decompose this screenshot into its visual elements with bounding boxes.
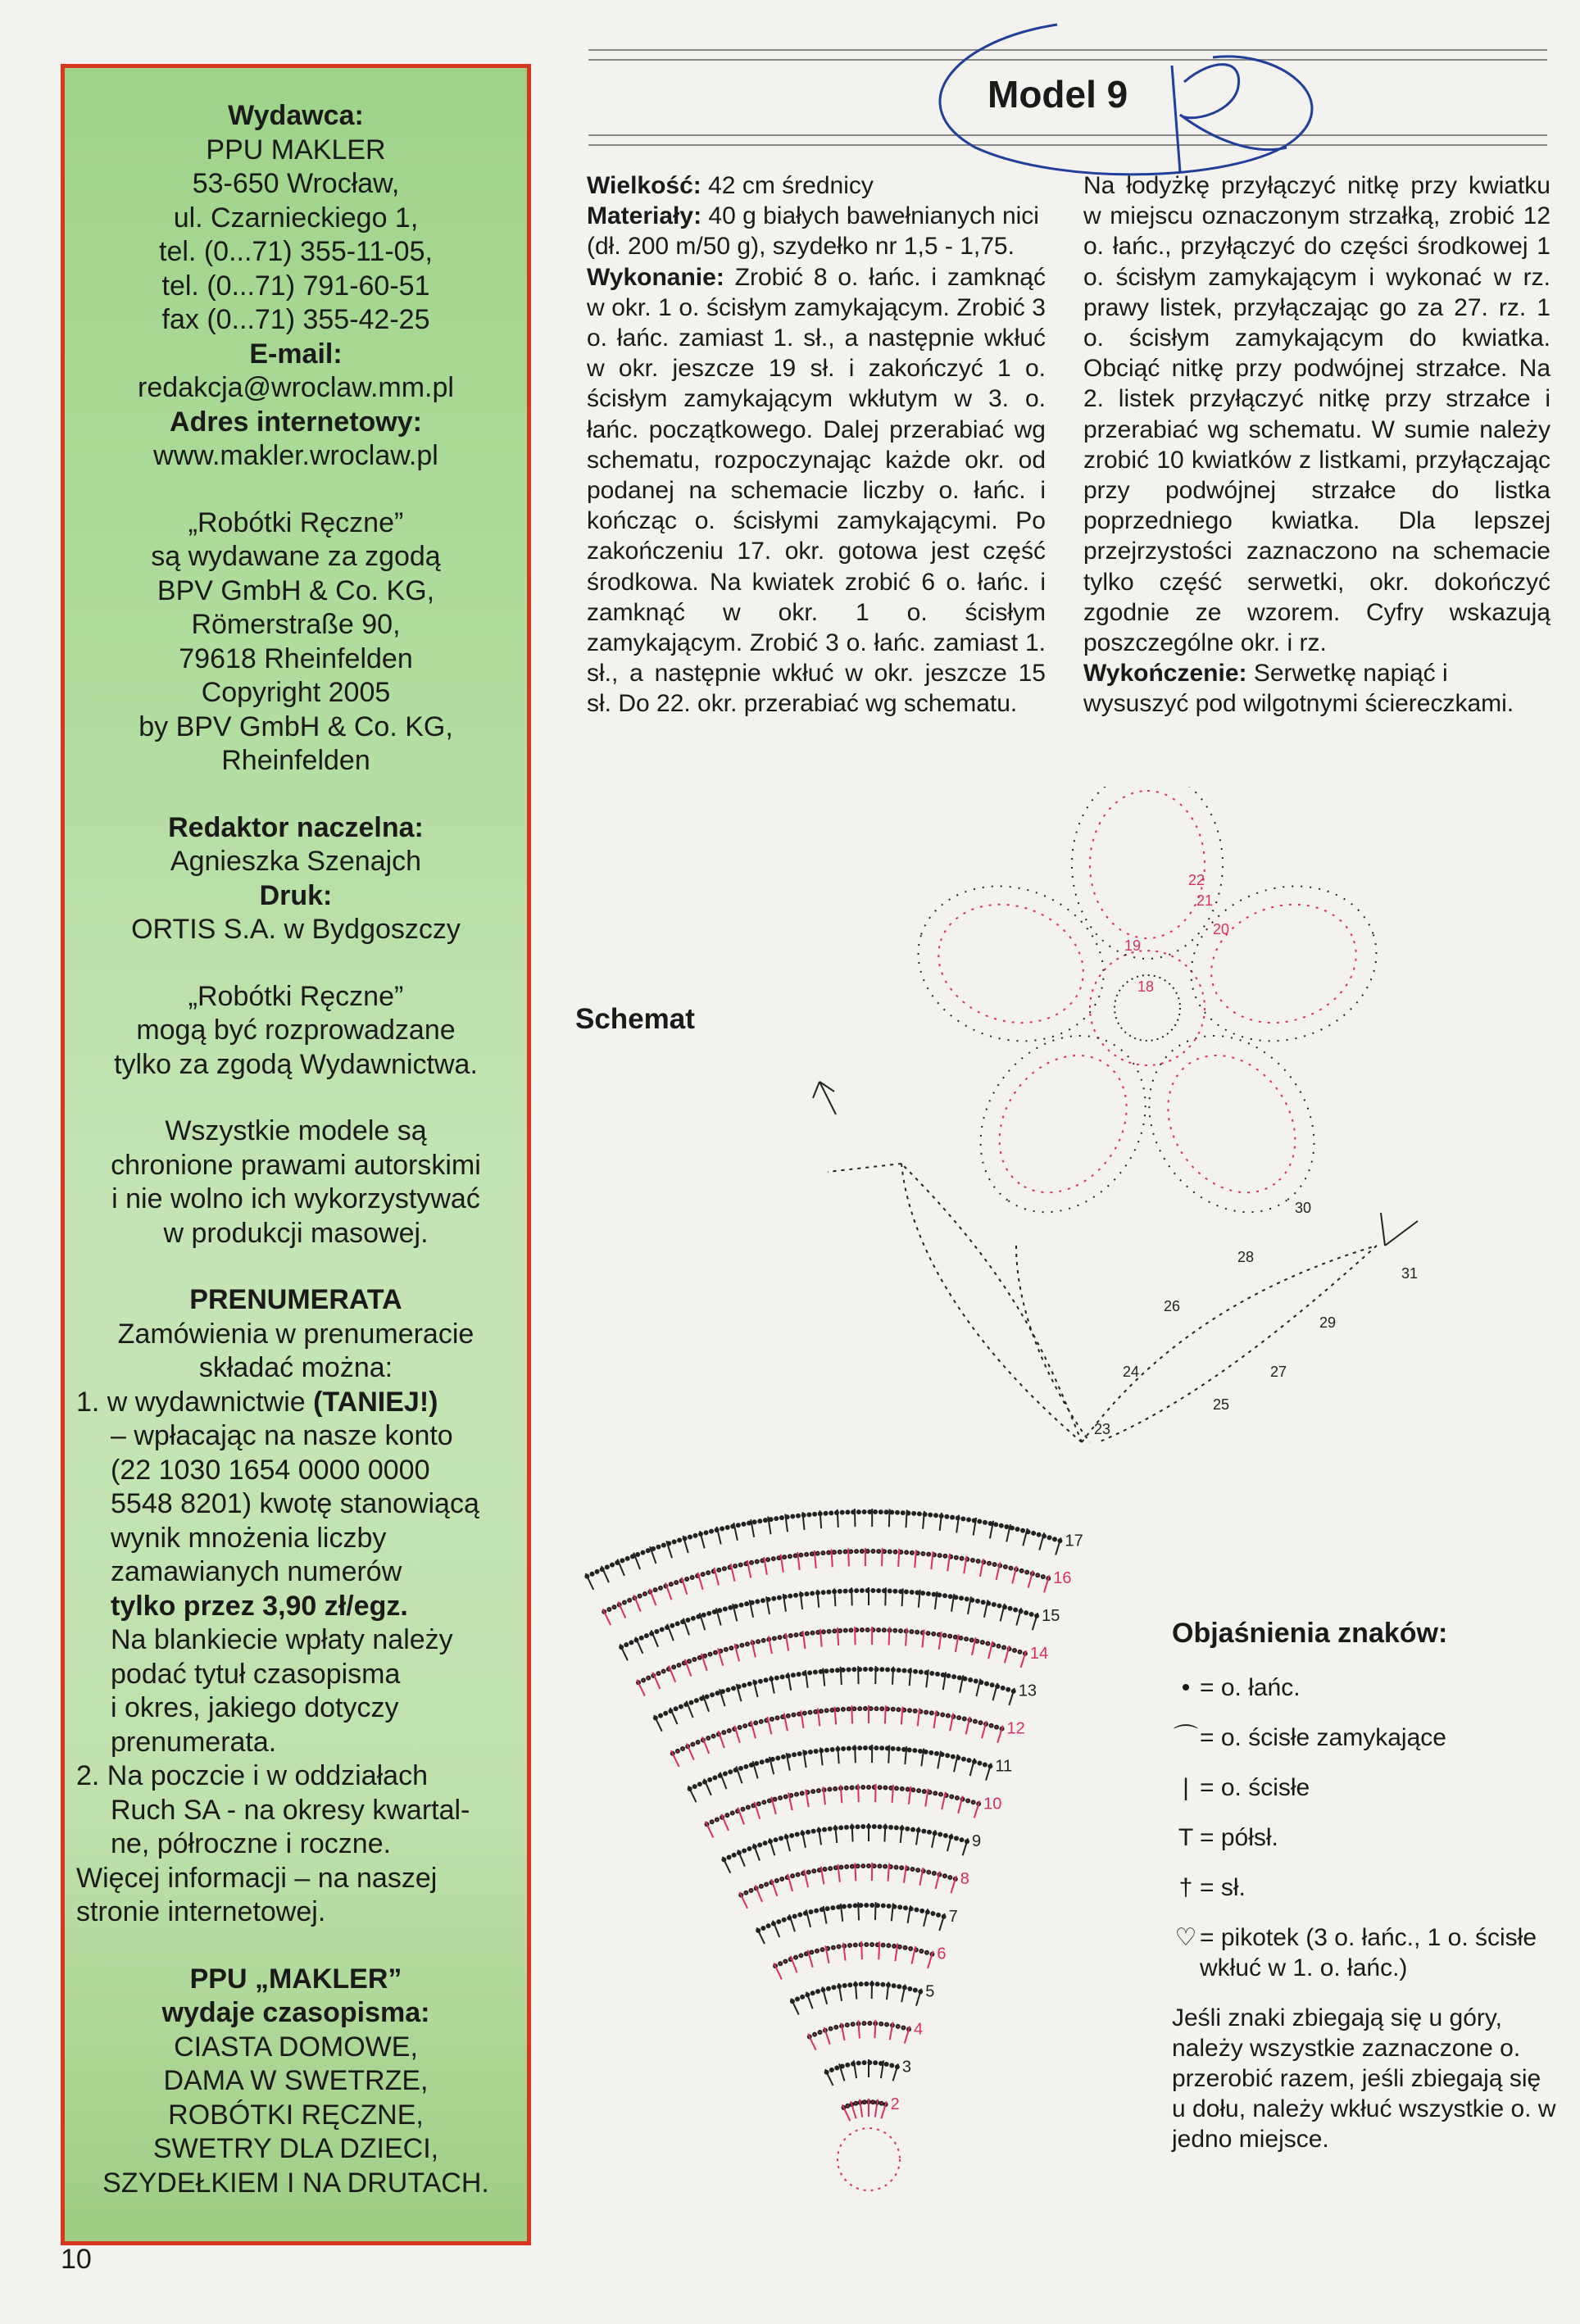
row-number-label: 13 bbox=[1018, 1682, 1037, 1700]
size-paragraph: Wielkość: 42 cm średnicy bbox=[587, 172, 874, 199]
subscription-options bbox=[76, 1386, 515, 1930]
subscription-intro: Zamówienia w prenumeracie bbox=[117, 1318, 474, 1350]
email-address: redakcja@wroclaw.mm.pl bbox=[138, 372, 454, 403]
row-number-label: 29 bbox=[1319, 1314, 1337, 1331]
subscription-heading: PRENUMERATA bbox=[189, 1284, 402, 1315]
stem-leaves-section bbox=[813, 1082, 1418, 1442]
legend-item: † = sł. bbox=[1172, 1872, 1557, 1903]
legend-item: | = o. ścisłe bbox=[1172, 1773, 1557, 1803]
subscription-text: podać tytuł czasopisma bbox=[111, 1658, 401, 1690]
license-line: Copyright 2005 bbox=[201, 677, 391, 708]
flower-section bbox=[898, 787, 1396, 1245]
row-number-label: 9 bbox=[971, 1832, 982, 1851]
row-number-label: 28 bbox=[1237, 1249, 1255, 1265]
row-number-label: 21 bbox=[1196, 892, 1214, 909]
license-line: BPV GmbH & Co. KG, bbox=[157, 574, 435, 606]
row-number-label: 8 bbox=[960, 1869, 969, 1888]
legend-note: Jeśli znaki zbiegają się u góry, należy wszystkie zaznaczone o. przerobić razem, jeśli zbiegają się u dołu, należy wkłuć wszystkie o. w jedno miejsce. bbox=[1172, 2004, 1556, 2153]
legend-title: Objaśnienia znaków: bbox=[1172, 1618, 1448, 1649]
materials-paragraph: Materiały: 40 g białych bawełnianych nici (dł. 200 m/50 g), szydełko nr 1,5 - 1,75. bbox=[587, 202, 1039, 261]
subscription-text: wynik mnożenia liczby bbox=[111, 1522, 387, 1554]
subscription-option-2: 2. Na poczcie i w oddziałach bbox=[76, 1760, 429, 1791]
license-line: Rheinfelden bbox=[221, 745, 370, 776]
subscription-text: zamawianych numerów bbox=[111, 1556, 402, 1587]
legend-item: ♡ = pikotek (3 o. łańc., 1 o. ścisłe wkłuć w 1. o. łańc.) bbox=[1172, 1922, 1557, 1983]
row-number-label: 4 bbox=[914, 2020, 924, 2039]
instructions-column-2 bbox=[1083, 170, 1550, 719]
copyright-line: w produkcji masowej. bbox=[163, 1217, 429, 1249]
more-info: stronie internetowej. bbox=[76, 1896, 326, 1927]
magazine-title: SZYDEŁKIEM I NA DRUTACH. bbox=[102, 2167, 489, 2199]
row-number-label: 19 bbox=[1124, 937, 1142, 954]
execution-paragraph: Wykonanie: Zrobić 8 o. łańc. i zamknąć w okr. 1 o. ścisłym zamykającym. Zrobić 3 o. łańc. zamiast 1. sł., a następnie wkłuć w okr. jeszcze 19 sł. i zakończyć 1 o. ścisłym zamykającym wkłutym w 3. o. łańc. początkowego. Dalej przerabiać wg schematu, rozpoczynając każde okr. od podanej na schemacie liczby o. łańc. i kończąc o. ścisłymi zamykającymi. Po zakończeniu 17. okr. gotowa jest część środkowa. Na kwiatek zrobić 6 o. łańc. i zamknąć w okr. 1 o. ścisłym zamykającym. Zrobić 3 o. łańc. zamiast 1. sł., a następnie wkłuć w okr. jeszcze 15 sł. Do 22. okr. przerabiać wg schematu. bbox=[587, 263, 1046, 718]
subscription-text: Ruch SA - na okresy kwartal- bbox=[111, 1794, 470, 1826]
instructions-column-1 bbox=[587, 170, 1046, 719]
row-number-label: 27 bbox=[1270, 1364, 1287, 1380]
legend-item: T = półsł. bbox=[1172, 1822, 1557, 1853]
half-double-crochet-icon: T bbox=[1178, 1824, 1194, 1851]
picot-icon: ♡ bbox=[1174, 1924, 1197, 1951]
row-number-label: 22 bbox=[1188, 872, 1205, 888]
row-number-label: 5 bbox=[925, 1982, 935, 2001]
editor-heading: Redaktor naczelna: bbox=[168, 811, 424, 843]
email-heading: E-mail: bbox=[249, 338, 343, 370]
row-number-label: 17 bbox=[1065, 1532, 1083, 1550]
finish-paragraph: Wykończenie: Serwetkę napiąć i wysuszyć pod wilgotnymi ściereczkami. bbox=[1083, 660, 1514, 718]
publisher-heading: Wydawca: bbox=[228, 100, 364, 131]
subscription-intro: składać można: bbox=[198, 1352, 393, 1383]
row-number-label: 14 bbox=[1029, 1644, 1049, 1663]
magazines-heading: wydaje czasopisma: bbox=[161, 1997, 430, 2028]
subscription-text: – wpłacając na nasze konto bbox=[111, 1420, 453, 1451]
publisher-line: tel. (0...71) 355-11-05, bbox=[159, 236, 433, 267]
distribution-line: mogą być rozprowadzane bbox=[136, 1014, 456, 1046]
row-number-label: 2 bbox=[890, 2095, 900, 2114]
magazine-title: ROBÓTKI RĘCZNE, bbox=[168, 2099, 424, 2131]
publisher-line: ul. Czarnieckiego 1, bbox=[173, 202, 419, 234]
chain-stitch-icon: • bbox=[1181, 1674, 1191, 1701]
subscription-text: prenumerata. bbox=[111, 1726, 277, 1758]
row-number-label: 31 bbox=[1401, 1265, 1419, 1282]
magazine-title: CIASTA DOMOWE, bbox=[174, 2031, 418, 2063]
legend-item: ⌒ = o. ścisłe zamykające bbox=[1174, 1724, 1446, 1751]
slip-stitch-icon: ⌒ bbox=[1174, 1724, 1198, 1751]
row-number-label: 26 bbox=[1164, 1298, 1181, 1314]
copyright-line: i nie wolno ich wykorzystywać bbox=[111, 1183, 480, 1214]
subscription-price: tylko przez 3,90 zł/egz. bbox=[111, 1590, 408, 1622]
row-number-label: 20 bbox=[1213, 921, 1230, 937]
symbols-legend bbox=[1172, 1618, 1557, 2154]
row-number-label: 25 bbox=[1213, 1396, 1230, 1413]
license-line: 79618 Rheinfelden bbox=[179, 642, 413, 674]
license-line: „Robótki Ręczne” bbox=[188, 506, 404, 538]
web-heading: Adres internetowy: bbox=[170, 406, 422, 438]
row-number-label: 23 bbox=[1094, 1421, 1111, 1437]
copyright-line: chronione prawami autorskimi bbox=[111, 1149, 481, 1181]
subscription-text: 5548 8201) kwotę stanowiącą bbox=[111, 1488, 479, 1519]
print-heading: Druk: bbox=[259, 879, 333, 911]
more-info: Więcej informacji – na naszej bbox=[76, 1862, 438, 1894]
license-line: Römerstraße 90, bbox=[191, 609, 401, 640]
editor-name: Agnieszka Szenajch bbox=[170, 846, 422, 877]
legend-item: • = o. łańc. bbox=[1172, 1673, 1557, 1703]
row-number-label: 16 bbox=[1053, 1569, 1072, 1588]
print-name: ORTIS S.A. w Bydgoszczy bbox=[131, 914, 461, 945]
subscription-option-1: 1. w wydawnictwie (TANIEJ!) bbox=[76, 1386, 438, 1418]
subscription-text: Na blankiecie wpłaty należy bbox=[111, 1624, 453, 1655]
row-number-label: 10 bbox=[983, 1795, 1002, 1813]
web-address: www.makler.wroclaw.pl bbox=[153, 440, 438, 471]
publisher-line: fax (0...71) 355-42-25 bbox=[161, 304, 430, 335]
single-crochet-icon: | bbox=[1183, 1774, 1189, 1801]
double-crochet-icon: † bbox=[1178, 1874, 1193, 1901]
stem-paragraph: Na łodyżkę przyłączyć nitkę przy kwiatku w miejscu oznaczonym strzałką, zrobić 12 o. łańc., przyłączyć do części środkowej 1 o. ścisłym zamykającym i wykonać w rz. prawy listek, przyłączając go za 27. rz. 1 o. ścisłym zamykającym do kwiatka. Obciąć nitkę przy podwójnej strzałce. Na 2. listek przyłączyć nitkę przy strzałce i przerabiać wg schematu. W sumie należy zrobić 10 kwiatków z listkami, przyłączając przy podwójnej strzałce do listka poprzedniego kwiatka. Dla lepszej przejrzystości zaznaczono na schemacie tylko część serwetki, okr. dokończyć zgodnie ze wzorem. Cyfry wskazują poszczególne okr. i rz. bbox=[1083, 172, 1550, 657]
magazine-title: DAMA W SWETRZE, bbox=[163, 2065, 429, 2096]
row-number-label: 6 bbox=[937, 1945, 947, 1963]
schema-label: Schemat bbox=[575, 1003, 695, 1035]
magazine-title: SWETRY DLA DZIECI, bbox=[152, 2133, 439, 2164]
publisher-line: 53-650 Wrocław, bbox=[192, 168, 400, 199]
model-title: Model 9 bbox=[988, 73, 1128, 116]
row-number-label: 24 bbox=[1123, 1364, 1140, 1380]
row-number-label: 12 bbox=[1006, 1719, 1025, 1738]
row-number-label: 11 bbox=[995, 1757, 1013, 1776]
magazines-heading: PPU „MAKLER” bbox=[189, 1963, 402, 1995]
row-number-label: 7 bbox=[948, 1907, 958, 1926]
row-number-label: 30 bbox=[1295, 1200, 1312, 1216]
copyright-line: Wszystkie modele są bbox=[165, 1115, 427, 1146]
license-line: by BPV GmbH & Co. KG, bbox=[138, 710, 453, 742]
subscription-text: ne, półroczne i roczne. bbox=[111, 1828, 392, 1859]
subscription-text: (22 1030 1654 0000 0000 bbox=[111, 1454, 430, 1486]
distribution-line: tylko za zgodą Wydawnictwa. bbox=[114, 1048, 478, 1080]
page-number: 10 bbox=[61, 2244, 92, 2275]
distribution-line: „Robótki Ręczne” bbox=[188, 980, 404, 1012]
publisher-line: tel. (0...71) 791-60-51 bbox=[161, 270, 430, 302]
publisher-sidebar bbox=[61, 64, 531, 2245]
row-number-label: 15 bbox=[1042, 1606, 1060, 1625]
license-line: są wydawane za zgodą bbox=[151, 541, 441, 572]
row-number-label: 3 bbox=[901, 2058, 911, 2077]
fan-section bbox=[585, 1509, 1061, 2190]
subscription-text: i okres, jakiego dotyczy bbox=[111, 1692, 399, 1723]
publisher-line: PPU MAKLER bbox=[206, 134, 386, 166]
row-number-label: 18 bbox=[1137, 978, 1155, 995]
